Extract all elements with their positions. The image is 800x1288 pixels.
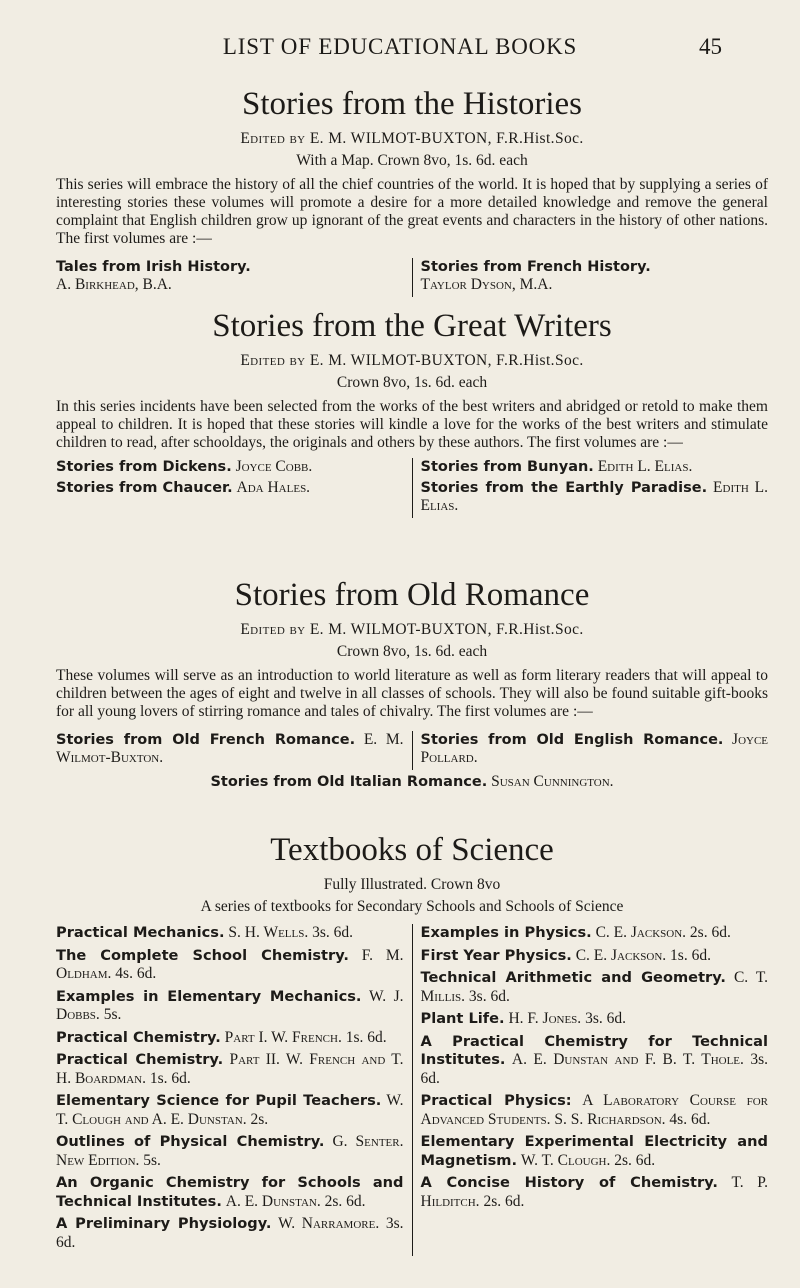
book-title: Tales from Irish History. [56,259,251,275]
book-title: Examples in Elementary Mechanics. [56,987,362,1005]
book-title: Elementary Science for Pupil Teachers. [56,1092,382,1109]
book-entry [421,969,769,1006]
editor-name: E. M. WILMOT-BUXTON, F.R.Hist.Soc. [309,130,584,147]
book-title: A Preliminary Physiology. [56,1215,272,1232]
editor-line [56,128,768,150]
page-number: 45 [699,34,722,59]
book-author: W. Narramore. [278,1215,380,1232]
book-author: Ada Hales. [236,479,311,496]
volume-column-left [56,458,412,518]
book-entry [56,1092,404,1129]
book-price: 3s. 6d. [585,1010,626,1027]
book-entry [421,479,769,515]
running-title: LIST OF EDUCATIONAL BOOKS [222,34,578,59]
section-title: Textbooks of Science [270,832,554,868]
volume-column-right [412,458,769,518]
edition-line: Crown 8vo, 1s. 6d. each [336,643,488,660]
book-price: 2s. 6d. [689,924,731,941]
book-title: Stories from Dickens. [56,459,232,475]
book-entry [56,479,404,497]
book-entry [421,258,769,294]
book-entry [421,1092,769,1129]
book-entry [56,1215,404,1252]
edition-line: Fully Illustrated. Crown 8vo [323,876,501,893]
editor-line [56,350,768,372]
book-author: Susan Cunnington. [491,773,614,790]
book-entry [421,1010,769,1029]
editor-prefix: Edited by [240,130,306,147]
book-title: Examples in Physics. [420,924,592,941]
book-title: A Practical Chemistry for Technical Institutes. [420,1032,768,1068]
book-title: Practical Chemistry. [56,1051,224,1068]
book-entry [56,1133,404,1170]
volume-list [56,924,768,1256]
book-author: Part II. W. French and T. H. Boardman. [56,1051,404,1087]
book-entry [421,924,769,943]
book-entry [56,1051,404,1088]
book-entry [421,1133,769,1170]
book-author: A. E. Dunstan and F. B. T. Thole. [511,1051,744,1068]
book-price: 3s. 6d. [56,1215,404,1251]
section-great-writers [56,306,768,518]
book-price: 2s. 6d. [483,1192,525,1210]
section-histories [56,84,768,297]
book-author: Edith L. Elias. [420,479,769,514]
book-title: Stories from Old English Romance. [420,732,724,748]
book-author: W. J. Dobbs. [56,987,404,1023]
book-entry [421,731,769,767]
editor-name: E. M. WILMOT-BUXTON, F.R.Hist.Soc. [309,621,584,638]
book-author: T. P. Hilditch. [420,1174,768,1210]
book-price: 4s. 6d. [115,965,157,982]
volume-column-left [56,731,412,770]
book-entry [56,772,768,792]
book-entry [56,924,404,943]
book-author: H. F. Jones. [508,1010,582,1027]
book-title: First Year Physics. [420,946,572,964]
book-price: 1s. 6d. [670,946,711,964]
book-title: The Complete School Chemistry. [56,946,349,964]
book-price: 3s. 6d. [468,987,510,1005]
book-title: Stories from Old Italian Romance. [210,774,488,790]
book-title: Outlines of Physical Chemistry. [56,1133,325,1150]
book-entry [56,458,404,476]
section-title: Stories from the Great Writers [212,308,612,344]
volume-list [56,258,768,297]
book-title: Stories from the Earthly Paradise. [420,480,708,496]
book-author: A. E. Dunstan. [225,1192,321,1210]
book-price: 3s. 6d. [312,924,354,941]
volume-column-right [412,258,769,297]
book-author: A. Birkhead, B.A. [56,276,172,293]
book-price: 2s. [250,1110,269,1128]
book-author: E. M. Wilmot-Buxton. [56,731,404,766]
book-title: A Concise History of Chemistry. [420,1174,718,1191]
book-title: Practical Chemistry. [56,1028,221,1046]
edition-line: With a Map. Crown 8vo, 1s. 6d. each [296,152,528,169]
book-author: W. T. Clough. [520,1151,611,1169]
edition-line: Crown 8vo, 1s. 6d. each [336,374,488,391]
book-author: C. E. Jackson. [595,924,687,941]
series-subtitle: A series of textbooks for Secondary Schools and Schools of Science [200,898,624,915]
editor-line [56,619,768,641]
book-price: 5s. [143,1151,161,1169]
book-author: Part I. W. French. [224,1028,342,1046]
book-title: Practical Physics: [420,1092,572,1109]
book-author: F. M. Oldham. [56,946,404,982]
book-entry [56,947,404,984]
book-title: Stories from Chaucer. [56,480,233,496]
volume-column-right [412,924,769,1256]
volume-column-right [412,731,769,770]
book-author: Joyce Pollard. [420,731,769,766]
editor-prefix: Edited by [240,352,306,369]
book-author: C. T. Millis. [420,969,769,1005]
book-title: Stories from French History. [420,259,651,275]
book-title: Technical Arithmetic and Geometry. [420,969,726,986]
book-author: S. H. Wells. [228,924,309,941]
book-price: 2s. 6d. [614,1151,656,1169]
book-entry [421,458,769,476]
book-title: Elementary Experimental Electricity and Magnetism. [420,1133,768,1169]
editor-prefix: Edited by [240,621,306,638]
series-description: These volumes will serve as an introduction to world literature as well as form literary readers that will appeal to children between the ages of eight and twelve in all classes of schools. They will also be found suitable gift-books for all young lovers of stirring romance and tales of chivalry. The first volumes are :— [56,667,768,720]
book-title: Plant Life. [420,1010,505,1027]
volume-column-left [56,924,412,1256]
book-price: 1s. 6d. [345,1028,387,1046]
book-price: 3s. 6d. [420,1051,769,1087]
book-title: An Organic Chemistry for Schools and Technical Institutes. [56,1174,404,1210]
book-author: A Laboratory Course for Advanced Students. S. S. Richardson. [420,1092,769,1128]
section-title: Stories from Old Romance [234,577,590,613]
book-price: 4s. 6d. [669,1110,711,1128]
book-entry [421,947,769,966]
book-author: W. T. Clough and A. E. Dunstan. [56,1092,404,1128]
book-author: C. E. Jackson. [575,946,667,964]
book-author: Joyce Cobb. [235,458,313,475]
book-entry [56,1174,404,1211]
section-textbooks-of-science [56,830,768,1256]
book-entry [421,1174,769,1211]
book-title: Practical Mechanics. [56,924,225,941]
section-title: Stories from the Histories [241,86,583,122]
book-entry [56,258,404,294]
book-author: Edith L. Elias. [597,458,693,475]
book-price: 2s. 6d. [324,1192,366,1210]
book-entry [56,988,404,1025]
book-price: 1s. 6d. [149,1069,191,1087]
volume-column-left [56,258,412,297]
volume-list [56,458,768,518]
volume-list [56,731,768,770]
book-title: Stories from Old French Romance. [56,732,356,748]
book-entry [56,1029,404,1048]
book-price: 5s. [103,1006,122,1023]
book-entry [421,1033,769,1089]
book-entry [56,731,404,767]
book-author: Taylor Dyson, M.A. [420,276,553,293]
book-title: Stories from Bunyan. [420,459,594,475]
section-old-romance [56,575,768,792]
series-description: In this series incidents have been selected from the works of the best writers and abridged or retold to make them appeal to children. It is hoped that these stories will kindle a love for the works of the best writers and stimulate children to read, after schooldays, the originals and others by these authors. The first volumes are :— [56,398,768,451]
running-head [0,26,800,66]
editor-name: E. M. WILMOT-BUXTON, F.R.Hist.Soc. [309,352,584,369]
book-author: G. Senter. New Edition. [56,1133,404,1169]
series-description: This series will embrace the history of all the chief countries of the world. It is hoped that by supplying a series of interesting stories these volumes will promote a desire for a more detailed knowledge and remove the general complaint that English children grow up ignorant of the great events and characters in the history of other nations. The first volumes are :— [56,176,768,247]
